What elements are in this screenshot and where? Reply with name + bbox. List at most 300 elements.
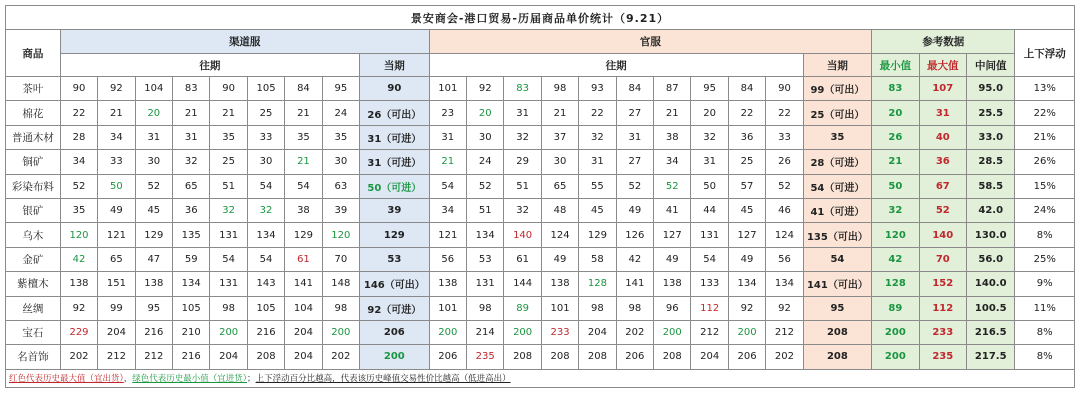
official-past-price-cell: 208 — [654, 345, 691, 369]
channel-past-price-cell: 204 — [285, 320, 322, 344]
channel-past-price-cell: 54 — [247, 247, 284, 271]
official-past-price-cell: 233 — [541, 320, 578, 344]
official-past-price-cell: 212 — [766, 320, 803, 344]
mid-value-cell: 100.5 — [967, 296, 1015, 320]
official-past-price-cell: 54 — [691, 247, 728, 271]
channel-past-price-cell: 98 — [210, 296, 247, 320]
channel-past-price-cell: 52 — [60, 174, 97, 198]
fluctuation-cell: 15% — [1015, 174, 1075, 198]
channel-past-price-cell: 54 — [285, 174, 322, 198]
min-value-cell: 50 — [872, 174, 919, 198]
official-past-price-cell: 34 — [429, 198, 466, 222]
official-past-price-cell: 212 — [691, 320, 728, 344]
official-past-price-cell: 21 — [541, 101, 578, 125]
channel-past-price-cell: 24 — [322, 101, 359, 125]
official-past-price-cell: 41 — [654, 198, 691, 222]
official-past-price-cell: 204 — [691, 345, 728, 369]
fluctuation-cell: 9% — [1015, 272, 1075, 296]
official-past-price-cell: 101 — [429, 296, 466, 320]
channel-past-price-cell: 47 — [135, 247, 172, 271]
channel-current-price-cell: 129 — [360, 223, 430, 247]
channel-current-price-cell: 92（可进） — [360, 296, 430, 320]
official-past-price-cell: 52 — [766, 174, 803, 198]
fluctuation-cell: 13% — [1015, 77, 1075, 101]
channel-past-price-cell: 105 — [247, 296, 284, 320]
official-past-price-cell: 138 — [654, 272, 691, 296]
product-name-cell: 紫檀木 — [6, 272, 61, 296]
official-past-price-cell: 138 — [541, 272, 578, 296]
official-past-price-cell: 84 — [616, 77, 653, 101]
official-past-price-cell: 31 — [616, 125, 653, 149]
official-past-price-cell: 131 — [467, 272, 504, 296]
channel-past-price-cell: 120 — [60, 223, 97, 247]
channel-past-price-cell: 200 — [210, 320, 247, 344]
official-past-price-cell: 26 — [766, 150, 803, 174]
official-past-price-cell: 144 — [504, 272, 541, 296]
max-value-cell: 112 — [919, 296, 966, 320]
channel-past-price-cell: 216 — [247, 320, 284, 344]
official-past-price-cell: 31 — [429, 125, 466, 149]
official-past-price-cell: 30 — [467, 125, 504, 149]
mid-value-cell: 33.0 — [967, 125, 1015, 149]
channel-past-price-cell: 50 — [98, 174, 135, 198]
official-past-price-cell: 55 — [579, 174, 616, 198]
min-value-cell: 89 — [872, 296, 919, 320]
reference-data-header: 参考数据 — [872, 30, 1015, 54]
channel-current-price-cell: 206 — [360, 320, 430, 344]
channel-past-price-cell: 210 — [173, 320, 210, 344]
channel-past-price-cell: 61 — [285, 247, 322, 271]
channel-past-price-cell: 31 — [173, 125, 210, 149]
mid-value-cell: 140.0 — [967, 272, 1015, 296]
official-past-price-cell: 126 — [616, 223, 653, 247]
max-value-cell: 40 — [919, 125, 966, 149]
official-current-price-cell: 99（可出） — [803, 77, 872, 101]
table-row — [6, 77, 1075, 101]
max-value-cell: 36 — [919, 150, 966, 174]
min-value-cell: 200 — [872, 345, 919, 369]
official-past-price-cell: 31 — [579, 150, 616, 174]
channel-current-price-cell: 146（可出） — [360, 272, 430, 296]
official-past-price-cell: 38 — [654, 125, 691, 149]
fluctuation-cell: 8% — [1015, 345, 1075, 369]
product-name-cell: 铜矿 — [6, 150, 61, 174]
official-past-price-cell: 51 — [504, 174, 541, 198]
table-row — [6, 320, 1075, 344]
channel-past-price-cell: 35 — [322, 125, 359, 149]
channel-past-price-cell: 90 — [60, 77, 97, 101]
channel-past-price-cell: 42 — [60, 247, 97, 271]
product-name-cell: 丝绸 — [6, 296, 61, 320]
channel-current-price-cell: 200 — [360, 345, 430, 369]
official-past-price-cell: 49 — [541, 247, 578, 271]
official-past-price-cell: 200 — [429, 320, 466, 344]
official-past-price-cell: 235 — [467, 345, 504, 369]
product-name-cell: 名首饰 — [6, 345, 61, 369]
channel-past-price-cell: 21 — [210, 101, 247, 125]
official-past-price-cell: 131 — [691, 223, 728, 247]
official-past-price-cell: 48 — [541, 198, 578, 222]
channel-past-price-cell: 131 — [210, 223, 247, 247]
official-past-price-cell: 52 — [654, 174, 691, 198]
official-past-price-cell: 45 — [579, 198, 616, 222]
official-past-price-cell: 133 — [691, 272, 728, 296]
channel-past-header: 往期 — [60, 54, 359, 77]
official-past-price-cell: 46 — [766, 198, 803, 222]
channel-past-price-cell: 138 — [60, 272, 97, 296]
official-past-price-cell: 202 — [766, 345, 803, 369]
min-value-cell: 21 — [872, 150, 919, 174]
fluctuation-cell: 8% — [1015, 223, 1075, 247]
official-past-price-cell: 20 — [691, 101, 728, 125]
official-past-price-cell: 204 — [579, 320, 616, 344]
channel-past-price-cell: 204 — [210, 345, 247, 369]
min-value-cell: 120 — [872, 223, 919, 247]
official-current-price-cell: 28（可进） — [803, 150, 872, 174]
channel-past-price-cell: 31 — [135, 125, 172, 149]
official-past-price-cell: 98 — [541, 77, 578, 101]
max-value-cell: 67 — [919, 174, 966, 198]
channel-past-price-cell: 138 — [135, 272, 172, 296]
legend-note — [6, 369, 1075, 387]
official-past-price-cell: 134 — [766, 272, 803, 296]
official-past-price-cell: 54 — [429, 174, 466, 198]
official-past-price-cell: 31 — [691, 150, 728, 174]
max-value-cell: 31 — [919, 101, 966, 125]
product-name-cell: 金矿 — [6, 247, 61, 271]
channel-past-price-cell: 104 — [285, 296, 322, 320]
official-past-price-cell: 95 — [691, 77, 728, 101]
mid-value-cell: 25.5 — [967, 101, 1015, 125]
official-past-price-cell: 96 — [654, 296, 691, 320]
official-past-price-cell: 49 — [616, 198, 653, 222]
official-past-price-cell: 30 — [541, 150, 578, 174]
channel-past-price-cell: 208 — [247, 345, 284, 369]
max-value-cell: 152 — [919, 272, 966, 296]
official-past-price-cell: 21 — [429, 150, 466, 174]
official-past-price-cell: 214 — [467, 320, 504, 344]
channel-past-price-cell: 25 — [247, 101, 284, 125]
channel-server-header: 渠道服 — [60, 30, 429, 54]
official-past-price-cell: 22 — [728, 101, 765, 125]
channel-past-price-cell: 21 — [285, 101, 322, 125]
channel-past-price-cell: 202 — [60, 345, 97, 369]
mid-value-cell: 217.5 — [967, 345, 1015, 369]
official-past-header: 往期 — [429, 54, 803, 77]
channel-past-price-cell: 32 — [210, 198, 247, 222]
official-past-price-cell: 208 — [504, 345, 541, 369]
official-past-price-cell: 101 — [541, 296, 578, 320]
table-row — [6, 345, 1075, 369]
note-red-text: 红色代表历史最大值（宜出货） — [9, 374, 124, 385]
max-value-cell: 52 — [919, 198, 966, 222]
official-past-price-cell: 32 — [691, 125, 728, 149]
channel-past-price-cell: 22 — [60, 101, 97, 125]
official-past-price-cell: 22 — [766, 101, 803, 125]
official-past-price-cell: 141 — [616, 272, 653, 296]
official-past-price-cell: 138 — [429, 272, 466, 296]
channel-past-price-cell: 105 — [173, 296, 210, 320]
official-past-price-cell: 33 — [766, 125, 803, 149]
product-name-cell: 银矿 — [6, 198, 61, 222]
channel-past-price-cell: 30 — [135, 150, 172, 174]
official-past-price-cell: 27 — [616, 150, 653, 174]
channel-past-price-cell: 92 — [98, 77, 135, 101]
official-past-price-cell: 52 — [616, 174, 653, 198]
channel-past-price-cell: 38 — [285, 198, 322, 222]
official-past-price-cell: 127 — [728, 223, 765, 247]
official-past-price-cell: 20 — [467, 101, 504, 125]
channel-past-price-cell: 134 — [173, 272, 210, 296]
official-past-price-cell: 208 — [579, 345, 616, 369]
channel-past-price-cell: 216 — [135, 320, 172, 344]
mid-value-cell: 42.0 — [967, 198, 1015, 222]
mid-value-cell: 56.0 — [967, 247, 1015, 271]
official-past-price-cell: 124 — [766, 223, 803, 247]
channel-past-price-cell: 21 — [285, 150, 322, 174]
product-name-cell: 棉花 — [6, 101, 61, 125]
fluctuation-cell: 21% — [1015, 125, 1075, 149]
fluctuation-cell: 11% — [1015, 296, 1075, 320]
official-past-price-cell: 32 — [579, 125, 616, 149]
max-value-cell: 235 — [919, 345, 966, 369]
channel-past-price-cell: 49 — [98, 198, 135, 222]
note-green-text: 绿色代表历史最小值（宜进货） — [132, 374, 248, 385]
official-past-price-cell: 84 — [728, 77, 765, 101]
channel-current-price-cell: 39 — [360, 198, 430, 222]
channel-past-price-cell: 200 — [322, 320, 359, 344]
channel-past-price-cell: 39 — [322, 198, 359, 222]
official-past-price-cell: 56 — [429, 247, 466, 271]
official-past-price-cell: 51 — [467, 198, 504, 222]
channel-past-price-cell: 20 — [135, 101, 172, 125]
channel-past-price-cell: 148 — [322, 272, 359, 296]
product-header: 商品 — [6, 30, 61, 77]
official-past-price-cell: 98 — [579, 296, 616, 320]
fluctuation-cell: 8% — [1015, 320, 1075, 344]
official-past-price-cell: 83 — [504, 77, 541, 101]
official-past-price-cell: 87 — [654, 77, 691, 101]
channel-past-price-cell: 35 — [60, 198, 97, 222]
mid-header: 中间值 — [967, 54, 1015, 77]
min-value-cell: 32 — [872, 198, 919, 222]
channel-past-price-cell: 151 — [98, 272, 135, 296]
official-past-price-cell: 98 — [616, 296, 653, 320]
channel-past-price-cell: 98 — [322, 296, 359, 320]
official-past-price-cell: 92 — [728, 296, 765, 320]
channel-past-price-cell: 30 — [322, 150, 359, 174]
channel-past-price-cell: 229 — [60, 320, 97, 344]
official-current-price-cell: 208 — [803, 320, 872, 344]
channel-past-price-cell: 34 — [98, 125, 135, 149]
official-past-price-cell: 23 — [429, 101, 466, 125]
official-past-price-cell: 31 — [504, 101, 541, 125]
official-past-price-cell: 128 — [579, 272, 616, 296]
channel-past-price-cell: 25 — [210, 150, 247, 174]
official-current-price-cell: 54 — [803, 247, 872, 271]
table-row — [6, 125, 1075, 149]
product-name-cell: 乌木 — [6, 223, 61, 247]
max-value-cell: 70 — [919, 247, 966, 271]
official-current-price-cell: 41（可进） — [803, 198, 872, 222]
official-past-price-cell: 50 — [691, 174, 728, 198]
table-row — [6, 174, 1075, 198]
official-past-price-cell: 57 — [728, 174, 765, 198]
channel-past-price-cell: 21 — [98, 101, 135, 125]
official-past-price-cell: 49 — [654, 247, 691, 271]
official-past-price-cell: 42 — [616, 247, 653, 271]
channel-past-price-cell: 28 — [60, 125, 97, 149]
sheet-title: 景安商会-港口贸易-历届商品单价统计（9.21） — [6, 6, 1075, 30]
official-past-price-cell: 37 — [541, 125, 578, 149]
channel-past-price-cell: 21 — [173, 101, 210, 125]
official-past-price-cell: 89 — [504, 296, 541, 320]
fluctuation-cell: 26% — [1015, 150, 1075, 174]
note-fluctuation-text: 上下浮动百分比越高，代表该历史峰值交易性价比越高（低进高出） — [255, 374, 511, 385]
channel-past-price-cell: 36 — [173, 198, 210, 222]
channel-past-price-cell: 90 — [210, 77, 247, 101]
official-past-price-cell: 21 — [654, 101, 691, 125]
channel-past-price-cell: 59 — [173, 247, 210, 271]
official-server-header: 官服 — [429, 30, 872, 54]
channel-past-price-cell: 32 — [247, 198, 284, 222]
channel-current-price-cell: 31（可进） — [360, 125, 430, 149]
channel-past-price-cell: 212 — [135, 345, 172, 369]
table-row — [6, 247, 1075, 271]
table-row — [6, 223, 1075, 247]
channel-past-price-cell: 216 — [173, 345, 210, 369]
note-separator: ； — [247, 374, 256, 385]
max-value-cell: 107 — [919, 77, 966, 101]
price-table — [5, 5, 1075, 388]
channel-past-price-cell: 33 — [98, 150, 135, 174]
channel-past-price-cell: 143 — [247, 272, 284, 296]
official-current-price-cell: 95 — [803, 296, 872, 320]
channel-past-price-cell: 30 — [247, 150, 284, 174]
min-value-cell: 128 — [872, 272, 919, 296]
official-past-price-cell: 22 — [579, 101, 616, 125]
official-past-price-cell: 93 — [579, 77, 616, 101]
channel-current-price-cell: 50（可进） — [360, 174, 430, 198]
channel-current-price-cell: 53 — [360, 247, 430, 271]
table-row — [6, 296, 1075, 320]
max-value-cell: 140 — [919, 223, 966, 247]
official-past-price-cell: 56 — [766, 247, 803, 271]
channel-past-price-cell: 51 — [210, 174, 247, 198]
official-past-price-cell: 32 — [504, 198, 541, 222]
min-value-cell: 26 — [872, 125, 919, 149]
min-value-cell: 83 — [872, 77, 919, 101]
product-name-cell: 宝石 — [6, 320, 61, 344]
channel-past-price-cell: 95 — [135, 296, 172, 320]
channel-past-price-cell: 33 — [247, 125, 284, 149]
official-past-price-cell: 25 — [728, 150, 765, 174]
channel-past-price-cell: 92 — [60, 296, 97, 320]
official-past-price-cell: 29 — [504, 150, 541, 174]
official-past-price-cell: 24 — [467, 150, 504, 174]
max-value-cell: 233 — [919, 320, 966, 344]
mid-value-cell: 28.5 — [967, 150, 1015, 174]
channel-current-price-cell: 26（可出） — [360, 101, 430, 125]
official-past-price-cell: 127 — [654, 223, 691, 247]
channel-past-price-cell: 129 — [285, 223, 322, 247]
official-past-price-cell: 140 — [504, 223, 541, 247]
fluctuation-cell: 24% — [1015, 198, 1075, 222]
channel-past-price-cell: 32 — [173, 150, 210, 174]
official-past-price-cell: 206 — [429, 345, 466, 369]
official-past-price-cell: 208 — [541, 345, 578, 369]
table-row — [6, 150, 1075, 174]
official-current-price-cell: 141（可出） — [803, 272, 872, 296]
channel-past-price-cell: 120 — [322, 223, 359, 247]
official-past-price-cell: 90 — [766, 77, 803, 101]
table-row — [6, 198, 1075, 222]
channel-past-price-cell: 35 — [285, 125, 322, 149]
official-past-price-cell: 53 — [467, 247, 504, 271]
official-past-price-cell: 45 — [728, 198, 765, 222]
channel-past-price-cell: 45 — [135, 198, 172, 222]
official-past-price-cell: 44 — [691, 198, 728, 222]
official-past-price-cell: 98 — [467, 296, 504, 320]
channel-past-price-cell: 135 — [173, 223, 210, 247]
official-past-price-cell: 49 — [728, 247, 765, 271]
max-header: 最大值 — [919, 54, 966, 77]
fluctuation-cell: 22% — [1015, 101, 1075, 125]
channel-past-price-cell: 121 — [98, 223, 135, 247]
note-separator: ， — [123, 374, 133, 385]
fluctuation-cell: 25% — [1015, 247, 1075, 271]
channel-past-price-cell: 204 — [285, 345, 322, 369]
product-name-cell: 彩染布料 — [6, 174, 61, 198]
official-past-price-cell: 112 — [691, 296, 728, 320]
official-past-price-cell: 32 — [504, 125, 541, 149]
official-past-price-cell: 129 — [579, 223, 616, 247]
channel-past-price-cell: 35 — [210, 125, 247, 149]
official-past-price-cell: 61 — [504, 247, 541, 271]
product-name-cell: 茶叶 — [6, 77, 61, 101]
channel-past-price-cell: 54 — [210, 247, 247, 271]
official-past-price-cell: 124 — [541, 223, 578, 247]
channel-past-price-cell: 83 — [173, 77, 210, 101]
min-value-cell: 20 — [872, 101, 919, 125]
official-current-price-cell: 25（可出） — [803, 101, 872, 125]
mid-value-cell: 216.5 — [967, 320, 1015, 344]
mid-value-cell: 130.0 — [967, 223, 1015, 247]
official-past-price-cell: 65 — [541, 174, 578, 198]
official-past-price-cell: 27 — [616, 101, 653, 125]
fluctuation-header: 上下浮动 — [1015, 30, 1075, 77]
channel-past-price-cell: 134 — [247, 223, 284, 247]
table-row — [6, 101, 1075, 125]
official-current-price-cell: 35 — [803, 125, 872, 149]
official-past-price-cell: 206 — [616, 345, 653, 369]
min-value-cell: 42 — [872, 247, 919, 271]
official-past-price-cell: 92 — [766, 296, 803, 320]
channel-past-price-cell: 84 — [285, 77, 322, 101]
official-past-price-cell: 200 — [728, 320, 765, 344]
channel-past-price-cell: 104 — [135, 77, 172, 101]
min-value-cell: 200 — [872, 320, 919, 344]
channel-past-price-cell: 52 — [135, 174, 172, 198]
official-current-price-cell: 54（可进） — [803, 174, 872, 198]
table-row — [6, 272, 1075, 296]
channel-past-price-cell: 65 — [173, 174, 210, 198]
official-past-price-cell: 202 — [616, 320, 653, 344]
channel-past-price-cell: 99 — [98, 296, 135, 320]
mid-value-cell: 58.5 — [967, 174, 1015, 198]
official-current-header: 当期 — [803, 54, 872, 77]
channel-past-price-cell: 131 — [210, 272, 247, 296]
